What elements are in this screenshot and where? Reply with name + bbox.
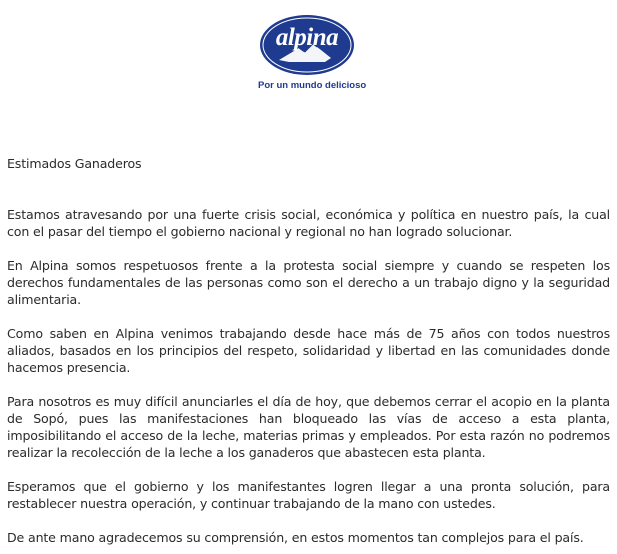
paragraph-respect: En Alpina somos respetuosos frente a la protesta social siempre y cuando se respeten los derechos fundamentales de las personas como son el derecho a un trabajo digno y la seguridad alimentaria. <box>7 258 610 307</box>
alpina-logo <box>259 14 355 76</box>
paragraph-hope: Esperamos que el gobierno y los manifestantes logren llegar a una pronta solución, para restablecer nuestra operación, y continuar trabajando de la mano con ustedes. <box>7 479 610 511</box>
brand-tagline: Por un mundo delicioso <box>258 80 367 91</box>
letter-body <box>7 155 610 546</box>
logo-wordmark: alpina <box>275 24 339 51</box>
paragraph-closure: Para nosotros es muy difícil anunciarles el día de hoy, que debemos cerrar el acopio en la planta de Sopó, pues las manifestaciones han bloqueado las vías de acceso a esta planta, imposibilitando el acceso de la leche, materias primas y empleados. Por esta razón no podremos realizar la recolección de la leche a los ganaderos que abastecen esta planta. <box>7 394 610 460</box>
paragraph-history: Como saben en Alpina venimos trabajando desde hace más de 75 años con todos nuestros aliados, basados en los principios del respeto, solidaridad y libertad en las comunidades donde hacemos presencia. <box>7 326 610 375</box>
letter-greeting: Estimados Ganaderos <box>7 156 142 171</box>
paragraph-crisis: Estamos atravesando por una fuerte crisis social, económica y política en nuestro país, la cual con el pasar del tiempo el gobierno nacional y regional no han logrado solucionar. <box>7 207 610 239</box>
paragraph-thanks: De ante mano agradecemos su comprensión, en estos momentos tan complejos para el país. <box>7 530 584 545</box>
letterhead <box>0 0 617 100</box>
